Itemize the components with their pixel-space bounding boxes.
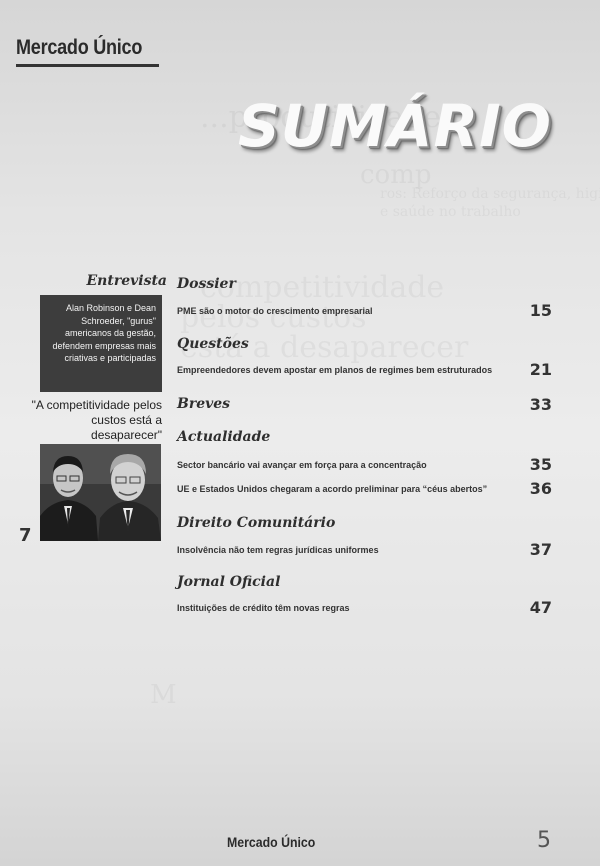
toc-item[interactable]: Insolvência não tem regras jurídicas uniformes [177, 545, 379, 555]
toc-page-number: 35 [529, 455, 552, 474]
footer-brand: Mercado Único [227, 834, 316, 850]
toc-item[interactable]: PME são o motor do crescimento empresarial [177, 306, 373, 316]
brand-underline [16, 64, 159, 67]
interview-photo [40, 444, 161, 541]
section-title-questoes: Questões [177, 336, 249, 352]
toc-item[interactable]: Instituições de crédito têm novas regras [177, 603, 350, 613]
toc-item[interactable]: Sector bancário vai avançar em força para a concentração [177, 460, 427, 470]
interview-description: Alan Robinson e Dean Schroeder, "gurus" americanos da gestão, defendem empresas mais criativas e participadas [52, 303, 156, 364]
section-title-jornal-oficial: Jornal Oficial [177, 574, 281, 590]
interview-page-number: 7 [19, 525, 32, 546]
page-title: SUMÁRIO [237, 92, 552, 160]
toc-page-number: 15 [529, 301, 552, 320]
section-title-breves[interactable]: Breves [177, 396, 231, 412]
interview-quote: "A competitividade pelos custos está a desaparecer" [31, 398, 162, 442]
footer-page-number: 5 [537, 828, 551, 853]
two-men-portrait-image [40, 444, 161, 541]
section-title-dossier: Dossier [177, 276, 236, 292]
interview-label: Entrevista [86, 273, 167, 289]
toc-item[interactable]: Empreendedores devem apostar em planos de regimes bem estruturados [177, 365, 493, 375]
section-title-actualidade: Actualidade [177, 429, 271, 445]
toc-page-number: 47 [529, 598, 552, 617]
toc-item[interactable]: UE e Estados Unidos chegaram a acordo preliminar para “céus abertos” [177, 484, 488, 494]
toc-page-number: 21 [529, 360, 552, 379]
brand-title: Mercado Único [16, 36, 143, 59]
toc-page-number: 36 [529, 479, 552, 498]
interview-box [40, 295, 162, 392]
section-title-direito-comunitario: Direito Comunitário [177, 515, 336, 531]
toc-page-number: 33 [529, 395, 552, 414]
toc-page-number: 37 [529, 540, 552, 559]
